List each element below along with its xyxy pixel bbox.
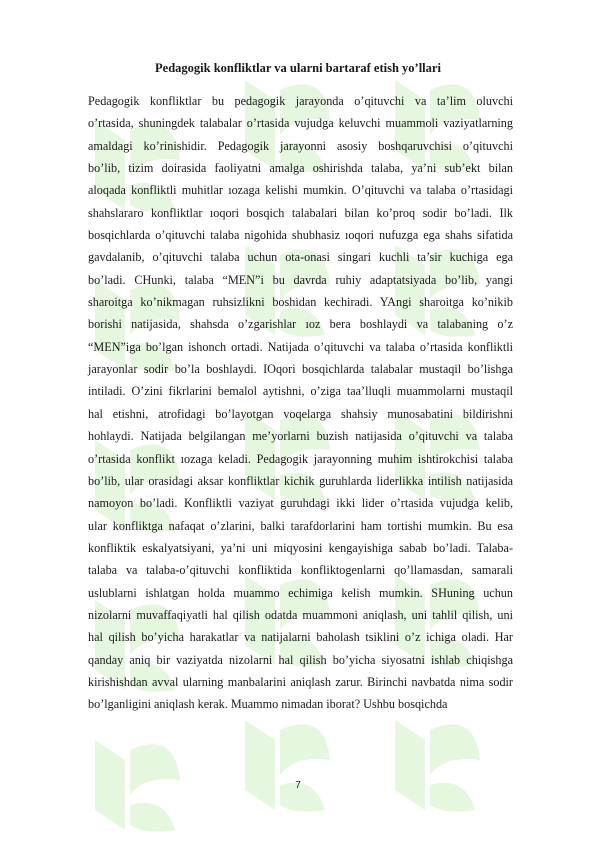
text-line: jarayonlar sodir bo’la boshlaydi. IOqori bosqichlarda talabalar mustaqil bo’lishga — [88, 362, 513, 377]
text-line: sharoitga ko’nikmagan ruhsizlikni boshidan kechiradi. YAngi sharoitga ko’nikib — [88, 295, 513, 310]
text-line: talaba va talaba-o’qituvchi konfliktida konfliktogenlarni qo’llamasdan, samarali — [88, 563, 513, 578]
text-line: bosqichlarda o’qituvchi talaba nigohida shubhasiz ıoqori nufuzga ega shahs sifatida — [88, 228, 513, 243]
body-paragraph — [88, 90, 513, 716]
text-line: qanday aniq bir vaziyatda nizolarni hal qilish bo’yicha siyosatni ishlab chiqishga — [88, 652, 513, 667]
text-line: o’rtasida, shuningdek talabalar o’rtasida vujudga keluvchi muammoli vaziyatlarning — [88, 116, 513, 131]
text-line: borishi natijasida, shahsda o’zgarishlar ıoz bera boshlaydi va talabaning o’z — [88, 317, 513, 332]
text-line: intiladi. O’zini fikrlarini bemalol aytishni, o’ziga taa’lluqli muammolarni mustaqil — [88, 384, 513, 399]
text-line: Pedagogik konfliktlar bu pedagogik jarayonda o’qituvchi va ta’lim oluvchi — [88, 94, 513, 108]
text-line: hal etishni, atrofidagi bo’layotgan voqelarga shahsiy munosabatini bildirishni — [88, 406, 513, 421]
text-line: amaldagi ko’rinishidir. Pedagogik jarayonni asosiy boshqaruvchisi o’qituvchi — [88, 138, 513, 153]
text-line: shahslararo konfliktlar ıoqori bosqich talabalari bilan ko’proq sodir bo’ladi. Ilk — [88, 205, 513, 220]
text-line: bo’ladi. CHunki, talaba “MEN”i bu davrda ruhiy adaptatsiyada bo’lib, yangi — [88, 272, 513, 287]
text-line: “MEN”iga bo’lgan ishonch ortadi. Natijada o’qituvchi va talaba o’rtasida konfliktli — [88, 339, 513, 354]
text-line: hohlaydi. Natijada belgilangan me’yorlarni buzish natijasida o’qituvchi va talaba — [88, 429, 513, 444]
text-line: ular konfliktga nafaqat o’zlarini, balki tarafdorlarini ham tortishi mumkin. Bu esa — [88, 518, 513, 533]
text-line: kirishishdan avval ularning manbalarini aniqlash zarur. Birinchi navbatda nima sodir — [88, 674, 513, 689]
text-line: bo’lganligini aniqlash kerak. Muammo nimadan iborat? Ushbu bosqichda — [88, 697, 448, 712]
page-title: Pedagogik konfliktlar va ularni bartaraf etish yo’llari — [155, 61, 441, 75]
text-line: uslublarni ishlatgan holda muammo echimiga kelish mumkin. SHuning uchun — [88, 585, 513, 600]
text-line: bo’lib, ular orasidagi aksar konfliktlar kichik guruhlarda liderlikka intilish natijasida — [88, 473, 513, 488]
text-line: gavdalanib, o’qituvchi talaba uchun ota-onasi singari kuchli ta’sir kuchiga ega — [88, 250, 513, 265]
text-line: o’rtasida konflikt ıozaga keladi. Pedagogik jarayonning muhim ishtirokchisi talaba — [88, 451, 513, 466]
text-line: bo’lib, tizim doirasida faoliyatni amalga oshirishda talaba, ya’ni sub’ekt bilan — [88, 161, 513, 176]
text-line: nizolarni muvaffaqiyatli hal qilish odatda muammoni aniqlash, uni tahlil qilish, uni — [88, 607, 513, 622]
page-number: 7 — [295, 780, 301, 791]
text-line: aloqada konfliktli muhitlar ıozaga kelishi mumkin. O’qituvchi va talaba o’rtasidagi — [88, 183, 513, 198]
text-line: konfliktik eskalyatsiyani, ya’ni uni miqyosini kengayishiga sabab bo’ladi. Talaba- — [88, 540, 513, 555]
text-line: namoyon bo’ladi. Konfliktli vaziyat guruhdagi ikki lider o’rtasida vujudga kelib, — [88, 496, 513, 511]
text-line: hal qilish bo’yicha harakatlar va natijalarni baholash tsiklini o’z ichiga oladi. Har — [88, 630, 513, 645]
